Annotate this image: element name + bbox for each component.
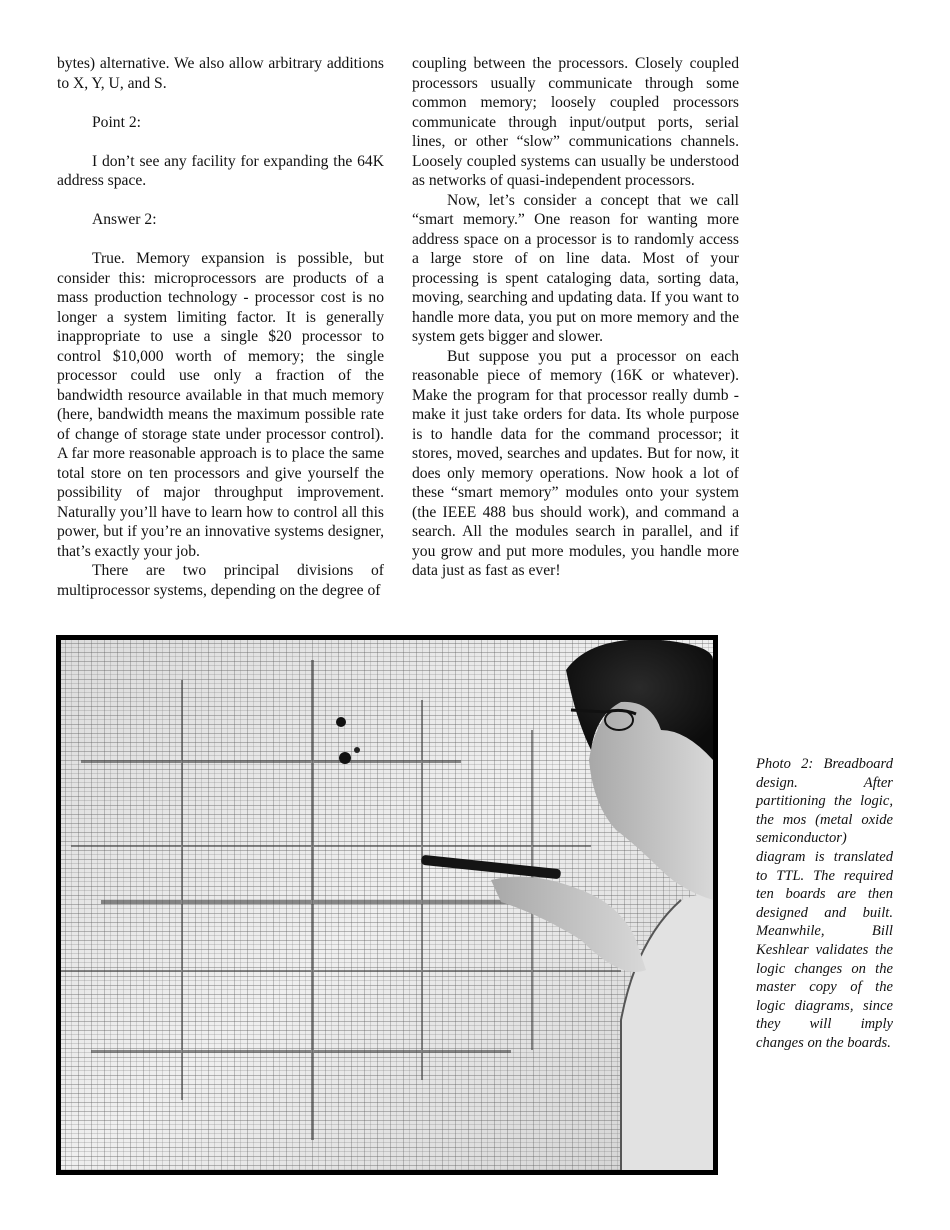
left-column — [57, 54, 384, 600]
point-2-label: Point 2: — [92, 113, 141, 131]
right-column — [412, 54, 739, 581]
point-2-text: I don’t see any facility for expanding the 64K address space. — [57, 152, 384, 189]
processor-per-memory-paragraph: But suppose you put a processor on each reasonable piece of memory (16K or whatever). Make the program for that processor really dumb - make it just take orders for data. Its whole purpose is to handle data for the command processor; it stores, moved, searches and updates. But for now, it does only memory operations. Now hook a lot of these “smart memory” modules onto your system (the IEEE 488 bus should work), and command a search. All the modules search in parallel, and if you grow and put more modules, you handle more data just as fast as ever! — [412, 347, 739, 579]
breadboard-photo — [56, 635, 718, 1175]
coupling-paragraph: coupling between the processors. Closely coupled processors usually communicate through some common memory; loosely coupled processors communicate through input/output ports, serial lines, or other “slow” communications channels. Loosely coupled systems can usually be understood as networks of quasi-independent processors. — [412, 55, 739, 189]
answer-2-label: Answer 2: — [92, 211, 157, 228]
smart-memory-paragraph: Now, let’s consider a concept that we call “smart memory.” One reason for wanting more address space on a processor is to randomly access a large store of on line data. Most of your processing is spent cataloging data, sorting data, moving, searching and updating data. If you want to handle more data, you put on more memory and the system gets bigger and slower. — [412, 191, 739, 345]
left-opening-paragraph: bytes) alternative. We also allow arbitrary additions to X, Y, U, and S. — [57, 55, 384, 92]
answer-2-text: True. Memory expansion is possible, but consider this: microprocessors are products of a mass production technology - processor cost is no longer a system limiting factor. It is generally inappropriate to use a single $20 processor to control $10,000 worth of memory; the single processor could use only a fraction of the bandwidth resource available in that much memory (here, bandwidth means the maximum possible rate of change of storage state under processor control). A far more reasonable approach is to place the same total store on ten processors and give yourself the possibility of major throughput improvement. Naturally you’ll have to learn how to control all this power, but if you’re an innovative systems designer, that’s exactly your job. — [57, 250, 384, 560]
photo-caption: Photo 2: Breadboard design. After partitioning the logic, the mos (metal oxide semiconductor) diagram is translated to TTL. The required ten boards are then designed and built. Meanwhile, Bill Keshlear validates the logic changes on the master copy of the logic diagrams, since they will imply changes on the boards. — [756, 756, 893, 1051]
multiprocessor-divisions-paragraph: There are two principal divisions of multiprocessor systems, depending on the degree of — [57, 562, 384, 599]
breadboard-photo-illustration — [61, 640, 713, 1170]
